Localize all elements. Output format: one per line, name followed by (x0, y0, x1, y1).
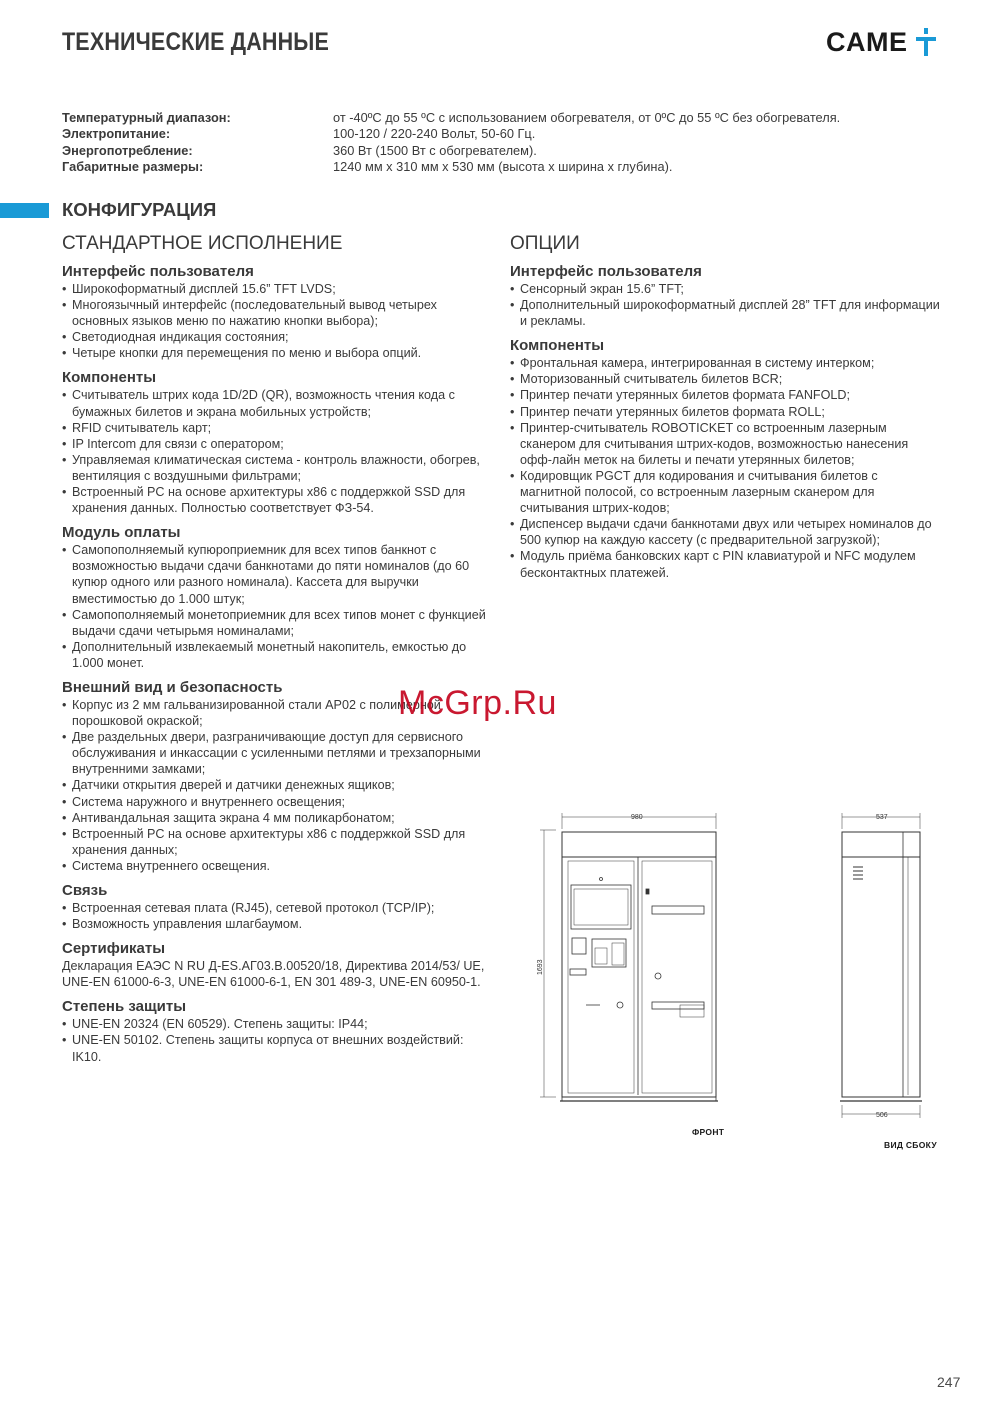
standard-protection-group (62, 998, 492, 1064)
spec-value: 360 Вт (1500 Вт с обогревателем). (333, 142, 537, 158)
list-item: • Многоязычный интерфейс (последовательный вывод четырех основных языков меню по нажатию кнопки выбора); (62, 297, 492, 329)
bullet-list (62, 387, 492, 516)
spec-row (62, 110, 840, 126)
list-item: • Возможность управления шлагбаумом. (62, 916, 492, 932)
side-depth-top-label: 537 (876, 814, 888, 821)
list-item: • Принтер печати утерянных билетов формата FANFOLD; (510, 387, 940, 403)
list-item: • UNE-EN 20324 (EN 60529). Степень защиты: IP44; (62, 1016, 492, 1032)
logo-text: CAME (826, 27, 908, 57)
standard-payment-group (62, 524, 492, 671)
list-item: • Встроенная сетевая плата (RJ45), сетевой протокол (TCP/IP); (62, 900, 492, 916)
bullet-list (510, 281, 940, 329)
list-item: • Дополнительный извлекаемый монетный накопитель, емкостью до 1.000 монет. (62, 639, 492, 671)
group-title: Модуль оплаты (62, 524, 181, 542)
spec-row (62, 159, 840, 175)
spec-row (62, 143, 840, 159)
spec-label: Энергопотребление: (62, 142, 193, 158)
spec-value: 1240 мм x 310 мм x 530 мм (высота x ширина x глубина). (333, 158, 673, 174)
list-item: • Диспенсер выдачи сдачи банкнотами двух или четырех номиналов до 500 купюр на каждую кассету (с предварительной загрузкой); (510, 516, 940, 548)
options-ui-group (510, 263, 940, 329)
group-title: Сертификаты (62, 940, 166, 958)
list-item: • Две раздельных двери, разграничивающие доступ для сервисного обслуживания и инкассации с усиленными петлями и трехзапорными внутренними замками; (62, 729, 492, 777)
front-height-label: 1693 (537, 959, 544, 975)
list-item: • UNE-EN 50102. Степень защиты корпуса от внешних воздействий: IK10. (62, 1032, 492, 1064)
page-title: ТЕХНИЧЕСКИЕ ДАННЫЕ (62, 28, 330, 56)
page-number: 247 (937, 1374, 961, 1390)
list-item: • Система внутреннего освещения. (62, 858, 492, 874)
options-heading: ОПЦИИ (510, 233, 580, 254)
brand-logo (826, 27, 938, 58)
standard-column (62, 233, 492, 1073)
section-title: КОНФИГУРАЦИЯ (62, 199, 217, 220)
list-item: • IP Intercom для связи с оператором; (62, 436, 492, 452)
list-item: • Принтер-считыватель ROBOTICKET со встроенным лазерным сканером для считывания штрих-кодов, возможностью нанесения офф-лайн меток на билеты и печати утерянных билетов; (510, 420, 940, 468)
cert-text: Декларация ЕАЭС N RU Д-ES.АГ03.В.00520/18, Директива 2014/53/ UE, UNE-EN 61000-6-3, UNE-EN 61000-6-1, EN 301 489-3, UNE-EN 60950-1. (62, 959, 485, 990)
logo-cross-icon (914, 28, 938, 58)
group-title: Внешний вид и безопасность (62, 678, 283, 696)
list-item: • Управляемая климатическая система - контроль влажности, обогрев, вентиляция с воздушными фильтрами; (62, 452, 492, 484)
list-item: • Антивандальная защита экрана 4 мм поликарбонатом; (62, 810, 492, 826)
watermark: McGrp.Ru (398, 684, 557, 722)
spec-label: Электропитание: (62, 126, 171, 142)
list-item: • Корпус из 2 мм гальванизированной стали AP02 с полимерной порошковой окраской; (62, 697, 492, 729)
standard-ui-group (62, 263, 492, 361)
list-item: • Считыватель штрих кода 1D/2D (QR), возможность чтения кода с бумажных билетов и экрана мобильных устройств; (62, 387, 492, 419)
standard-heading: СТАНДАРТНОЕ ИСПОЛНЕНИЕ (62, 233, 343, 254)
list-item: • Модуль приёма банковских карт с PIN клавиатурой и NFC модулем бесконтактных платежей. (510, 548, 940, 580)
standard-cert-group (62, 940, 492, 990)
options-column (510, 233, 940, 589)
bullet-list (62, 281, 492, 361)
caption-front: ФРОНТ (692, 1127, 725, 1137)
standard-comm-group (62, 882, 492, 932)
list-item: • Самопополняемый монетоприемник для всех типов монет с функцией выдачи сдачи четырьмя номиналами; (62, 607, 492, 639)
group-title: Степень защиты (62, 998, 187, 1016)
group-title: Компоненты (510, 337, 605, 355)
list-item: • Моторизованный считыватель билетов BCR; (510, 371, 940, 387)
specs-table (62, 110, 840, 175)
list-item: • Дополнительный широкоформатный дисплей 28” TFT для информации и рекламы. (510, 297, 940, 329)
list-item: • Система наружного и внутреннего освещения; (62, 794, 492, 810)
bullet-list (62, 1016, 492, 1064)
group-title: Компоненты (62, 369, 157, 387)
section-accent-bar (0, 203, 49, 218)
list-item: • Сенсорный экран 15.6” TFT; (510, 281, 940, 297)
list-item: • Фронтальная камера, интегрированная в систему интерком; (510, 355, 940, 371)
list-item: • Четыре кнопки для перемещения по меню и выбора опций. (62, 345, 492, 361)
technical-drawing (520, 805, 960, 1155)
list-item: • Широкоформатный дисплей 15.6” TFT LVDS; (62, 281, 492, 297)
bullet-list (62, 697, 492, 874)
spec-label: Габаритные размеры: (62, 158, 204, 174)
list-item: • Датчики открытия дверей и датчики денежных ящиков; (62, 777, 492, 793)
list-item: • Кодировщик PGCT для кодирования и считывания билетов с магнитной полосой, со встроенным лазерным сканером для считывания штрих-кодов; (510, 468, 940, 516)
list-item: • Принтер печати утерянных билетов формата ROLL; (510, 404, 940, 420)
side-depth-bottom-label: 506 (876, 1112, 888, 1119)
spec-value: 100-120 / 220-240 Вольт, 50-60 Гц. (333, 126, 536, 142)
group-title: Интерфейс пользователя (62, 263, 254, 280)
group-title: Связь (62, 882, 108, 899)
list-item: • RFID считыватель карт; (62, 420, 492, 436)
list-item: • Светодиодная индикация состояния; (62, 329, 492, 345)
caption-side: ВИД СБОКУ (884, 1140, 937, 1150)
spec-value: от -40ºС до 55 ºС с использованием обогревателя, от 0ºС до 55 ºС без обогревателя. (333, 110, 841, 125)
list-item: • Самопополняемый купюроприемник для всех типов банкнот с возможностью выдачи сдачи банкнотами до пяти номиналов (до 60 купюр одного или разного номинала). Кассета для выручки вместимостью до 1.000 штук; (62, 542, 492, 606)
front-width-label: 980 (631, 814, 643, 821)
bullet-list (62, 542, 492, 671)
list-item: • Встроенный PC на основе архитектуры x86 с поддержкой SSD для хранения данных. Полностью соответствует ФЗ-54. (62, 484, 492, 516)
options-components-group (510, 337, 940, 580)
spec-label: Температурный диапазон: (62, 110, 231, 125)
standard-components-group (62, 369, 492, 516)
bullet-list (62, 900, 492, 932)
spec-row (62, 126, 840, 142)
list-item: • Встроенный PC на основе архитектуры x86 с поддержкой SSD для хранения данных; (62, 826, 492, 858)
bullet-list (510, 355, 940, 580)
group-title: Интерфейс пользователя (510, 263, 702, 280)
